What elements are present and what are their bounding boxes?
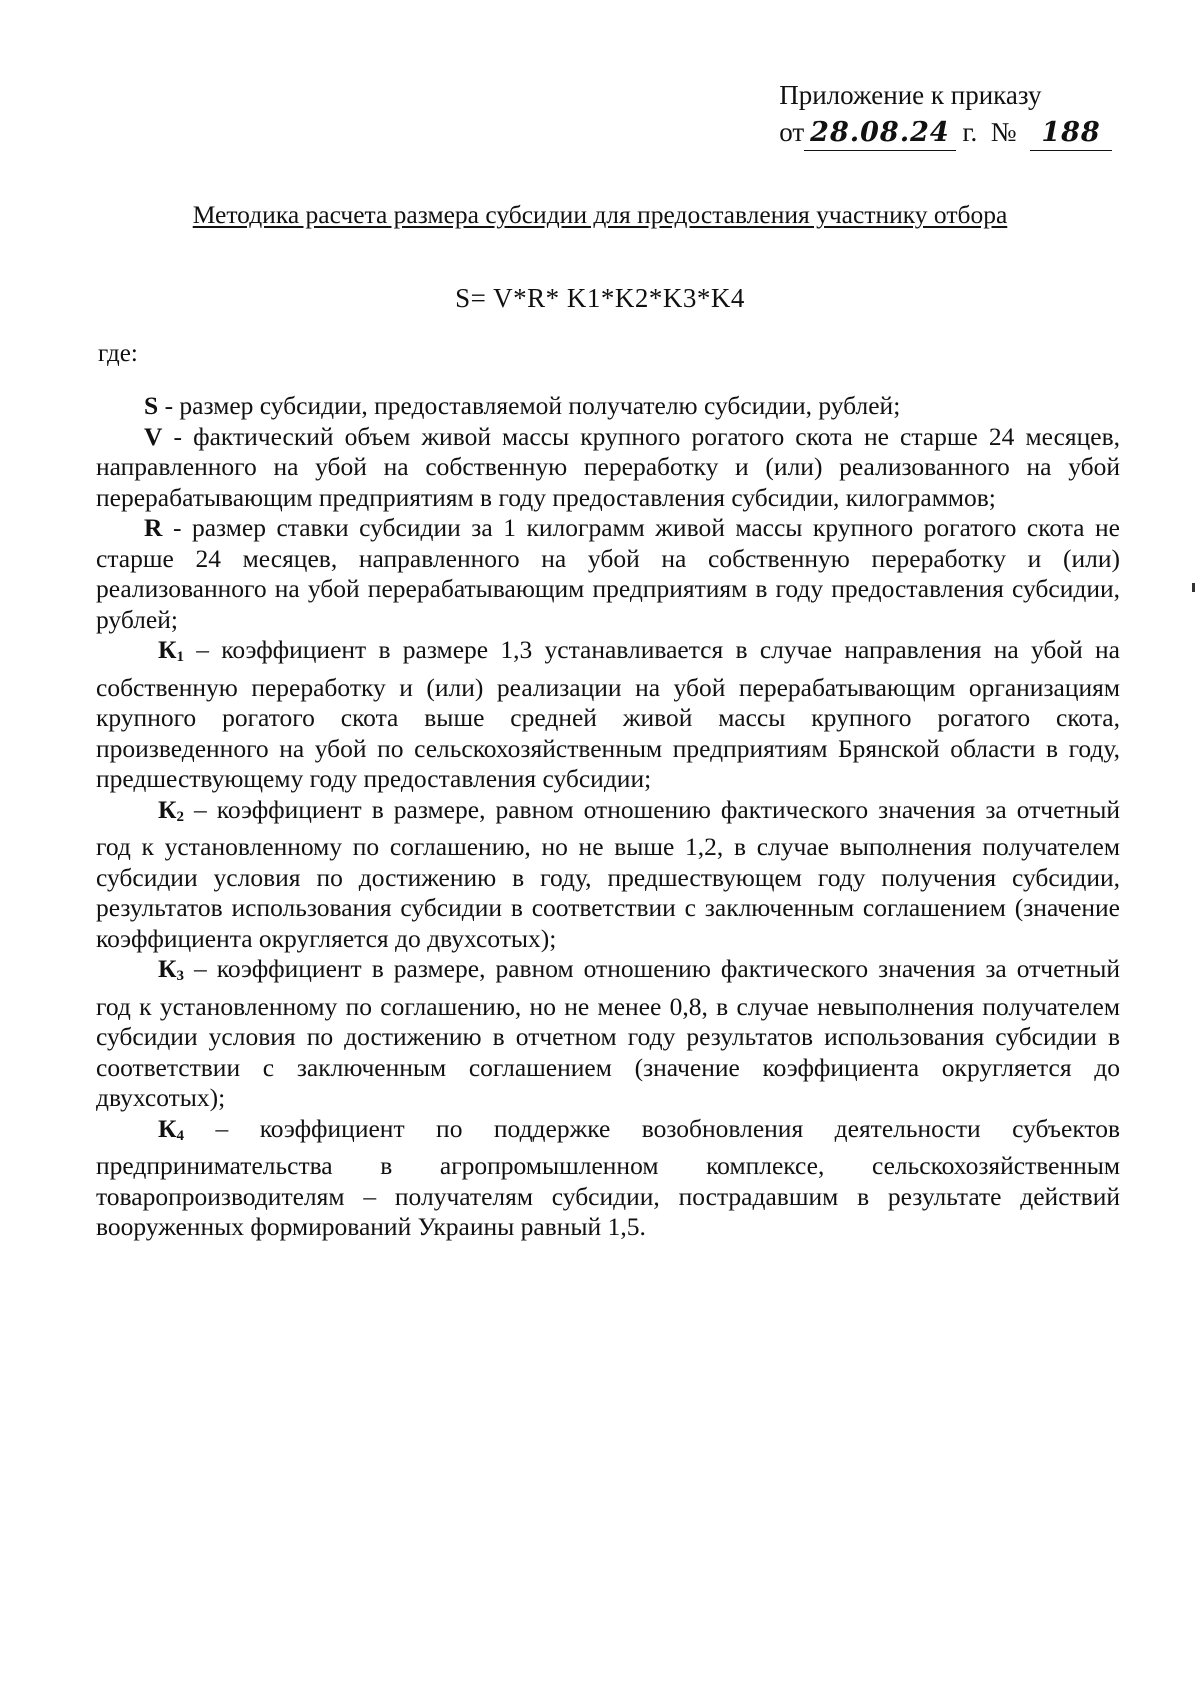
order-date-handwritten: 28.08.24 — [804, 115, 956, 151]
symbol-letter: К — [158, 635, 177, 664]
definition-s — [96, 391, 1120, 422]
appendix-header — [779, 78, 1112, 151]
definition-text: - размер ставки субсидии за 1 килограмм живой массы крупного рогатого скота не старше 24 месяцев, направленного на убой на собственную переработку и (или) реализованного на убой перерабатывающим предприятиям в году предоставления субсидии, рублей; — [96, 513, 1120, 634]
symbol-letter: К — [158, 1113, 177, 1143]
symbol-s: S — [144, 391, 159, 420]
symbol-k1 — [158, 635, 184, 664]
symbol-letter: К — [158, 954, 177, 983]
definition-text: – коэффициент в размере 1,3 устанавливается в случае направления на убой на собственную переработку и (или) реализации на убой перерабатывающим организациям крупного рогатого скота выше средней живой массы крупного рогатого скота, произведенного на убой по сельскохозяйственным предприятиям Брянской области в году, предшествующему году предоставления субсидии; — [96, 635, 1120, 793]
symbol-k3 — [158, 954, 184, 983]
order-year-suffix: г. — [962, 117, 978, 148]
subsidy-formula: S= V*R* K1*K2*K3*K4 — [455, 283, 745, 313]
definition-text: – коэффициент в размере, равном отношению фактического значения за отчетный год к установленному по соглашению, но не менее 0,8, в случае невыполнения получателем субсидии условия по достижению в отчетном году результатов использования субсидии в соответствии с заключенным соглашением (значение коэффициента округляется до двухсотых); — [96, 954, 1120, 1112]
definition-r — [96, 513, 1120, 635]
symbol-subscript: 3 — [176, 968, 184, 984]
definition-text: - фактический объем живой массы крупного рогатого скота не старше 24 месяцев, направленного на убой на собственную переработку и (или) реализованного на убой перерабатывающим предприятиям в году предоставления субсидии, килограммов; — [96, 421, 1120, 512]
symbol-k4 — [158, 1114, 184, 1143]
appendix-caption: Приложение к приказу — [779, 80, 1042, 110]
document-title: Методика расчета размера субсидии для предоставления участнику отбора — [192, 200, 1008, 229]
symbol-letter: К — [158, 794, 177, 824]
order-date-prefix: от — [779, 117, 805, 148]
symbol-subscript: 1 — [176, 649, 184, 665]
order-reference — [779, 115, 1112, 151]
definition-text: - размер субсидии, предоставляемой получателю субсидии, рублей; — [158, 391, 901, 420]
symbol-subscript: 2 — [176, 808, 184, 825]
definition-k3 — [96, 954, 1120, 1114]
definitions-list — [96, 391, 1120, 1243]
symbol-v: V — [144, 421, 163, 451]
symbol-k2 — [158, 795, 184, 824]
definition-text: – коэффициент по поддержке возобновления деятельности субъектов предпринимательства в агропромышленном комплексе, сельскохозяйственным товаропроизводителям – получателям субсидии, пострадавшим в результате действий вооруженных формирований Украины равный 1,5. — [96, 1113, 1120, 1241]
scan-margin-mark — [1192, 583, 1195, 592]
where-label: где: — [98, 340, 138, 367]
definition-k1 — [96, 635, 1120, 795]
symbol-subscript: 4 — [176, 1127, 184, 1144]
definition-k4 — [96, 1114, 1120, 1243]
definition-k2 — [96, 795, 1120, 955]
definition-v — [96, 422, 1120, 514]
order-number-handwritten: 188 — [1030, 115, 1112, 151]
order-number-sign: № — [990, 117, 1017, 148]
definition-text: – коэффициент в размере, равном отношению фактического значения за отчетный год к установленному по соглашению, но не выше 1,2, в случае выполнения получателем субсидии условия по достижению в году, предшествующем году получения субсидии, результатов использования субсидии в соответствии с заключенным соглашением (значение коэффициента округляется до двухсотых); — [96, 794, 1120, 953]
symbol-r: R — [144, 513, 163, 542]
